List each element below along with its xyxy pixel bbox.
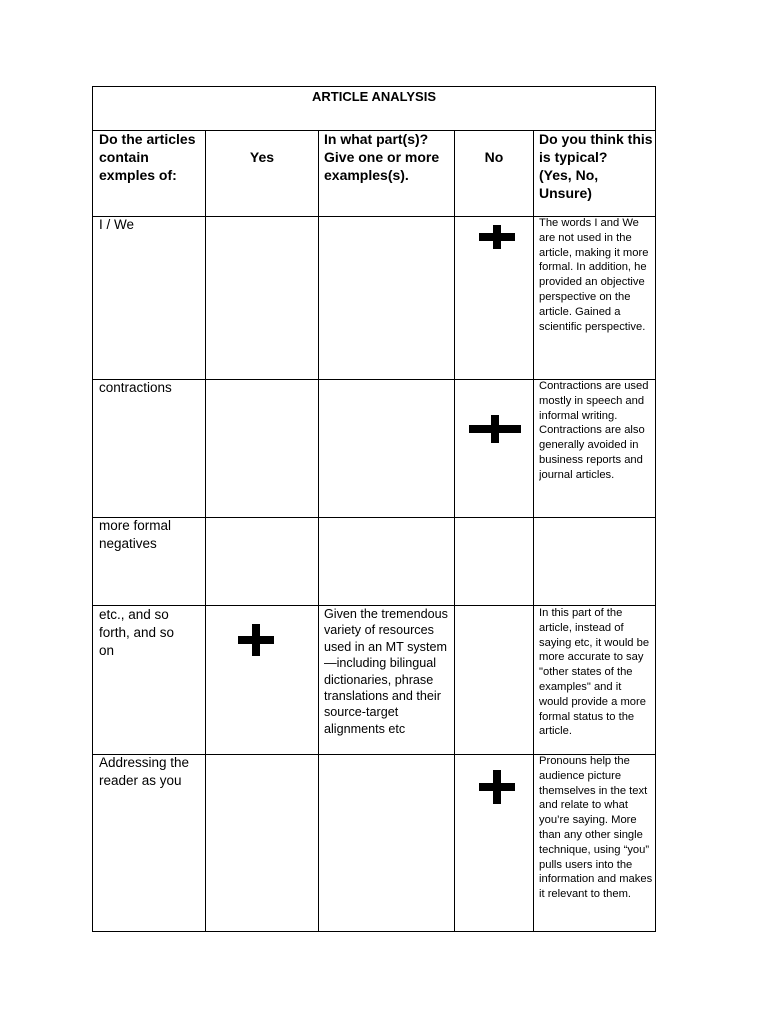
- row-label-etc: etc., and so forth, and so on: [99, 607, 175, 658]
- typical-text-i-we: The words I and We are not used in the article, making it more formal. In addition, he provided an objective perspective on the article. Gained a scientific perspective.: [539, 217, 649, 333]
- row-label-formal-negatives: more formal negatives: [99, 518, 172, 551]
- column-divider: [318, 130, 319, 931]
- plus-icon: [479, 225, 515, 249]
- example-text-etc: Given the tremendous variety of resources used in an MT system—including bilingual dictionaries, phrase translations and their source-target alignments etc: [324, 607, 448, 736]
- column-divider: [205, 130, 206, 931]
- typical-text-addressing-reader: Pronouns help the audience picture themselves in the text and relate to what you’re saying. More than any other single technique, using “you” pulls users into the information and makes it relevant to them.: [539, 755, 653, 901]
- row-label-addressing-reader: Addressing the reader as you: [99, 755, 190, 788]
- column-divider: [533, 130, 534, 931]
- header-part: In what part(s)? Give one or more examples(s).: [324, 131, 440, 183]
- row-label-i-we: I / We: [99, 217, 135, 232]
- row-label-contractions: contractions: [99, 380, 172, 395]
- plus-icon: [479, 770, 515, 804]
- header-yes: Yes: [249, 149, 275, 165]
- typical-text-contractions: Contractions are used mostly in speech and informal writing. Contractions are also generally avoided in business reports and journal articles.: [539, 380, 649, 481]
- plus-icon: [238, 624, 274, 656]
- header-examples: Do the articles contain exmples of:: [99, 131, 196, 183]
- header-typical: Do you think this is typical? (Yes, No, Unsure): [539, 131, 653, 201]
- article-analysis-table: [92, 86, 656, 932]
- table-title: ARTICLE ANALYSIS: [312, 89, 436, 104]
- column-divider: [454, 130, 455, 931]
- typical-text-etc: In this part of the article, instead of saying etc, it would be more accurate to say "other states of the examples" and it would provide a more formal status to the article.: [539, 607, 650, 738]
- header-no: No: [484, 149, 504, 165]
- plus-icon: [469, 415, 521, 443]
